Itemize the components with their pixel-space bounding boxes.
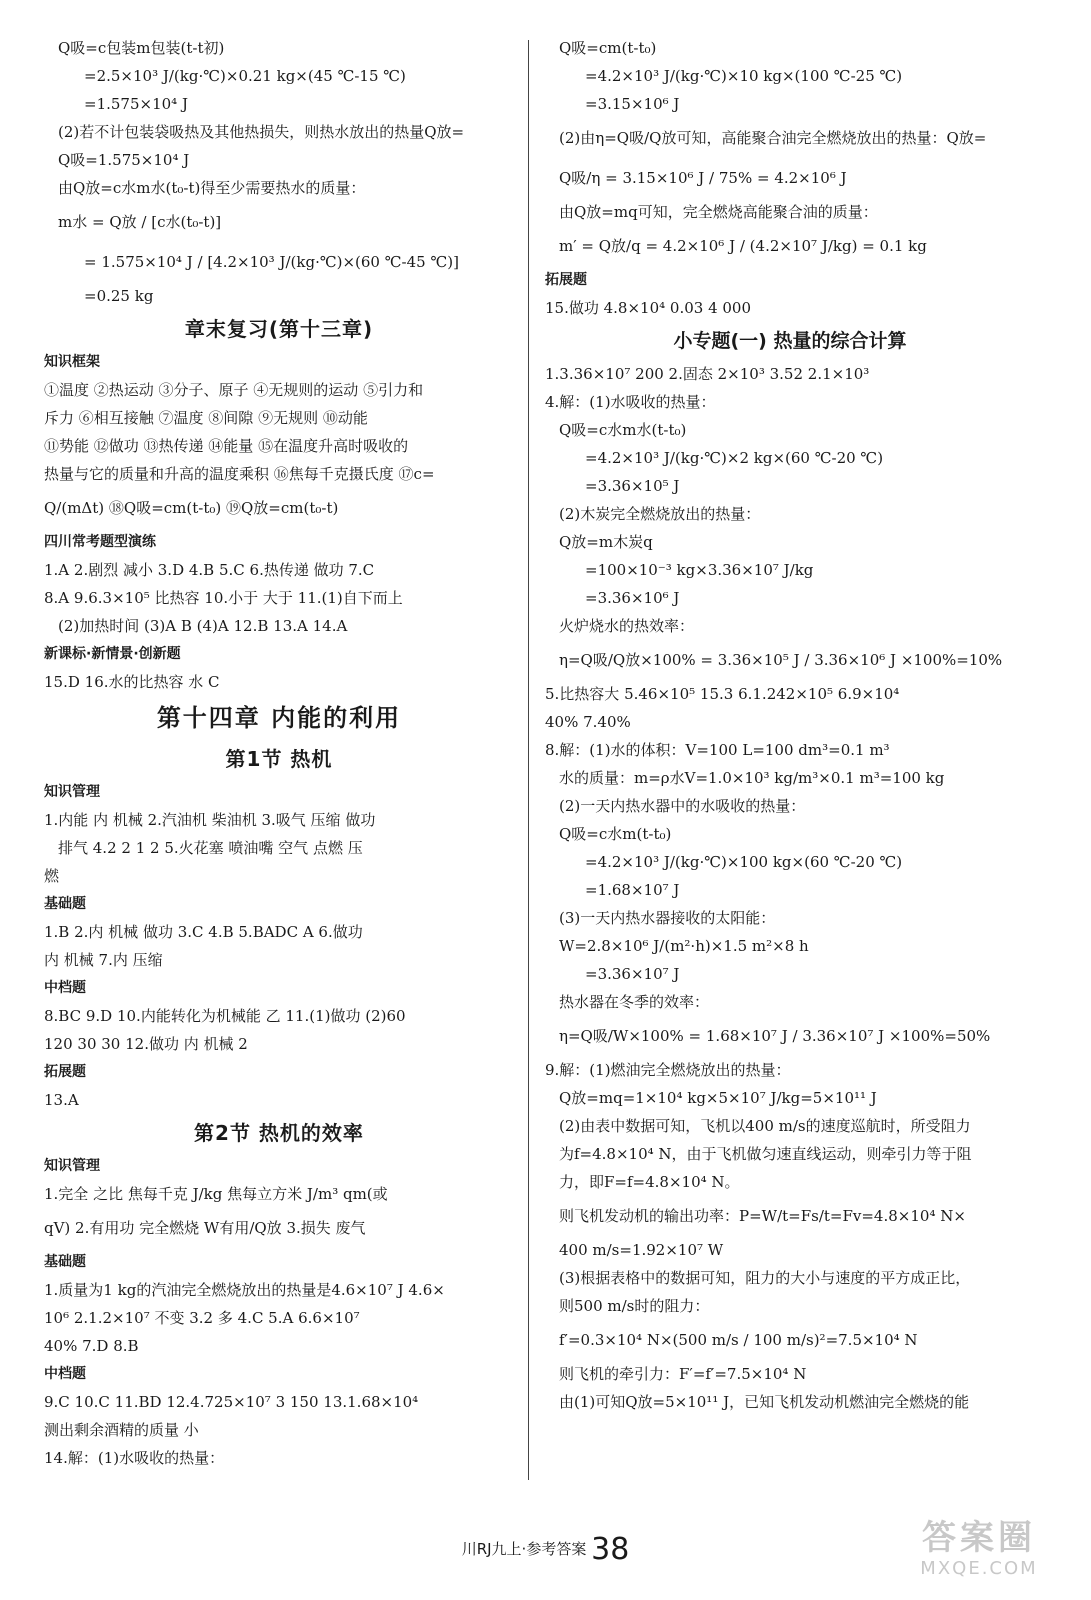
text-line: 则飞机的牵引力：F′=f′=7.5×10⁴ N — [559, 1365, 807, 1383]
text-line: 9.C 10.C 11.BD 12.4.725×10⁷ 3 150 13.1.68×10⁴ — [44, 1393, 419, 1411]
text-line: =0.25 kg — [84, 287, 154, 305]
subsection-label: 基础题 — [44, 896, 86, 912]
text-line: 水的质量：m=ρ水V=1.0×10³ kg/m³×0.1 m³=100 kg — [559, 769, 945, 787]
text-line: (2)由表中数据可知，飞机以400 m/s的速度巡航时，所受阻力 — [559, 1117, 971, 1135]
text-line: 1.A 2.剧烈 减小 3.D 4.B 5.C 6.热传递 做功 7.C — [44, 561, 375, 579]
text-line: 热水器在冬季的效率： — [559, 993, 710, 1011]
text-line: 8.解：(1)水的体积：V=100 L=100 dm³=0.1 m³ — [545, 741, 890, 759]
text-line: ①温度 ②热运动 ③分子、原子 ④无规则的运动 ⑤引力和 — [44, 381, 424, 399]
text-line: ⑪势能 ⑫做功 ⑬热传递 ⑭能量 ⑮在温度升高时吸收的 — [44, 437, 409, 455]
text-line: 15.做功 4.8×10⁴ 0.03 4 000 — [545, 299, 752, 317]
text-line: Q吸=cm(t-t₀) — [559, 39, 657, 57]
text-line: 斥力 ⑥相互接触 ⑦温度 ⑧间隙 ⑨无规则 ⑩动能 — [44, 409, 368, 427]
text-line: =3.36×10⁵ J — [585, 477, 680, 495]
text-line: m′ = Q放/q = 4.2×10⁶ J / (4.2×10⁷ J/kg) = 0.1 kg — [559, 237, 927, 255]
column-divider — [528, 40, 529, 1480]
text-line: Q吸=c水m水(t-t₀) — [559, 421, 687, 439]
page-number: 38 — [591, 1532, 630, 1567]
text-line: (2)若不计包装袋吸热及其他热损失，则热水放出的热量Q放= — [58, 123, 465, 141]
text-line: Q吸=1.575×10⁴ J — [58, 151, 190, 169]
text-line: 4.解：(1)水吸收的热量： — [545, 393, 716, 411]
subsection-label: 知识管理 — [44, 1158, 100, 1174]
footer-label: 川RJ九上·参考答案 — [461, 1540, 587, 1558]
text-line: 则飞机发动机的输出功率：P=W/t=Fs/t=Fv=4.8×10⁴ N× — [559, 1207, 966, 1225]
text-line: 40% 7.D 8.B — [44, 1337, 139, 1355]
text-line: =4.2×10³ J/(kg·℃)×10 kg×(100 ℃-25 ℃) — [585, 67, 903, 85]
text-line: =3.36×10⁷ J — [585, 965, 680, 983]
watermark-top: 答案圈 — [922, 1518, 1036, 1558]
text-line: 由Q放=c水m水(t₀-t)得至少需要热水的质量： — [58, 179, 366, 197]
text-line: =1.575×10⁴ J — [84, 95, 188, 113]
subsection-label: 知识管理 — [44, 784, 100, 800]
text-line: Q吸=c包装m包装(t-t初) — [58, 39, 225, 57]
text-line: 15.D 16.水的比热容 水 C — [44, 673, 220, 691]
text-line: (3)一天内热水器接收的太阳能： — [559, 909, 776, 927]
left-column — [44, 34, 514, 1472]
text-line: 热量与它的质量和升高的温度乘积 ⑯焦每千克摄氏度 ⑰c= — [44, 465, 435, 483]
text-line: = 1.575×10⁴ J / [4.2×10³ J/(kg·℃)×(60 ℃-45 ℃)] — [84, 253, 459, 271]
text-line: η=Q吸/W×100% = 1.68×10⁷ J / 3.36×10⁷ J ×100%=50% — [559, 1027, 991, 1045]
subsection-label: 拓展题 — [545, 272, 587, 288]
text-line: Q放=m木炭q — [559, 533, 653, 551]
text-line: (2)加热时间 (3)A B (4)A 12.B 13.A 14.A — [58, 617, 348, 635]
text-line: 火炉烧水的热效率： — [559, 617, 695, 635]
text-line: 9.解：(1)燃油完全燃烧放出的热量： — [545, 1061, 791, 1079]
subsection-label: 中档题 — [44, 1366, 86, 1382]
subsection-label: 拓展题 — [44, 1064, 86, 1080]
text-line: 1.质量为1 kg的汽油完全燃烧放出的热量是4.6×10⁷ J 4.6× — [44, 1281, 445, 1299]
text-line: 10⁶ 2.1.2×10⁷ 不变 3.2 多 4.C 5.A 6.6×10⁷ — [44, 1309, 360, 1327]
text-line: =3.15×10⁶ J — [585, 95, 680, 113]
text-line: m水 = Q放 / [c水(t₀-t)] — [58, 213, 222, 231]
text-line: 燃 — [44, 867, 60, 885]
text-line: =100×10⁻³ kg×3.36×10⁷ J/kg — [585, 561, 814, 579]
text-line: 40% 7.40% — [545, 713, 631, 731]
text-line: (2)由η=Q吸/Q放可知，高能聚合油完全燃烧放出的热量：Q放= — [559, 129, 987, 147]
text-line: =4.2×10³ J/(kg·℃)×2 kg×(60 ℃-20 ℃) — [585, 449, 884, 467]
text-line: W=2.8×10⁶ J/(m²·h)×1.5 m²×8 h — [559, 937, 809, 955]
text-line: 8.A 9.6.3×10⁵ 比热容 10.小于 大于 11.(1)自下而上 — [44, 589, 403, 607]
text-line: 测出剩余酒精的质量 小 — [44, 1421, 199, 1439]
text-line: Q吸=c水m(t-t₀) — [559, 825, 672, 843]
text-line: 5.比热容大 5.46×10⁵ 15.3 6.1.242×10⁵ 6.9×10⁴ — [545, 685, 900, 703]
text-line: =2.5×10³ J/(kg·℃)×0.21 kg×(45 ℃-15 ℃) — [84, 67, 406, 85]
section-heading: 第十四章 内能的利用 — [156, 704, 402, 732]
text-line: 由(1)可知Q放=5×10¹¹ J，已知飞机发动机燃油完全燃烧的能 — [559, 1393, 970, 1411]
text-line: Q吸/η = 3.15×10⁶ J / 75% = 4.2×10⁶ J — [559, 169, 847, 187]
text-line: 则500 m/s时的阻力： — [559, 1297, 710, 1315]
text-line: =4.2×10³ J/(kg·℃)×100 kg×(60 ℃-20 ℃) — [585, 853, 903, 871]
subsection-label: 中档题 — [44, 980, 86, 996]
text-line: 120 30 30 12.做功 内 机械 2 — [44, 1035, 248, 1053]
subsection-label: 新课标·新情景·创新题 — [44, 646, 181, 662]
text-line: 13.A — [44, 1091, 79, 1109]
subsection-label: 四川常考题型演练 — [44, 534, 156, 550]
text-line: η=Q吸/Q放×100% = 3.36×10⁵ J / 3.36×10⁶ J ×100%=10% — [559, 651, 1003, 669]
section-heading: 章末复习(第十三章) — [184, 317, 374, 341]
watermark-bottom: MXQE.COM — [920, 1558, 1038, 1579]
subsection-label: 基础题 — [44, 1254, 86, 1270]
text-line: =3.36×10⁶ J — [585, 589, 680, 607]
section-heading: 第1节 热机 — [225, 747, 333, 771]
text-line: 1.内能 内 机械 2.汽油机 柴油机 3.吸气 压缩 做功 — [44, 811, 376, 829]
watermark-logo — [889, 1518, 1069, 1588]
text-line: 1.3.36×10⁷ 200 2.固态 2×10³ 3.52 2.1×10³ — [545, 365, 870, 383]
text-line: 排气 4.2 2 1 2 5.火花塞 喷油嘴 空气 点燃 压 — [58, 839, 363, 857]
text-line: (2)木炭完全燃烧放出的热量： — [559, 505, 761, 523]
text-line: 为f=4.8×10⁴ N，由于飞机做匀速直线运动，则牵引力等于阻 — [559, 1145, 972, 1163]
subsection-label: 知识框架 — [44, 354, 100, 370]
text-line: 力，即F=f=4.8×10⁴ N。 — [559, 1173, 740, 1191]
text-line: 1.B 2.内 机械 做功 3.C 4.B 5.BADC A 6.做功 — [44, 923, 363, 941]
text-line: 由Q放=mq可知，完全燃烧高能聚合油的质量： — [559, 203, 878, 221]
text-line: =1.68×10⁷ J — [585, 881, 680, 899]
section-heading: 小专题(一) 热量的综合计算 — [673, 330, 907, 352]
text-line: (3)根据表格中的数据可知，阻力的大小与速度的平方成正比， — [559, 1269, 971, 1287]
text-line: qV) 2.有用功 完全燃烧 W有用/Q放 3.损失 废气 — [44, 1219, 366, 1237]
text-line: 14.解：(1)水吸收的热量： — [44, 1449, 225, 1467]
text-line: Q放=mq=1×10⁴ kg×5×10⁷ J/kg=5×10¹¹ J — [559, 1089, 877, 1107]
text-line: 1.完全 之比 焦每千克 J/kg 焦每立方米 J/m³ qm(或 — [44, 1185, 388, 1203]
text-line: 内 机械 7.内 压缩 — [44, 951, 163, 969]
text-line: 400 m/s=1.92×10⁷ W — [559, 1241, 724, 1259]
text-line: 8.BC 9.D 10.内能转化为机械能 乙 11.(1)做功 (2)60 — [44, 1007, 406, 1025]
text-line: Q/(mΔt) ⑱Q吸=cm(t-t₀) ⑲Q放=cm(t₀-t) — [44, 499, 339, 517]
text-line: f′=0.3×10⁴ N×(500 m/s / 100 m/s)²=7.5×10⁴ N — [559, 1331, 918, 1349]
section-heading: 第2节 热机的效率 — [194, 1121, 364, 1145]
right-column — [545, 34, 1035, 1416]
text-line: (2)一天内热水器中的水吸收的热量： — [559, 797, 806, 815]
